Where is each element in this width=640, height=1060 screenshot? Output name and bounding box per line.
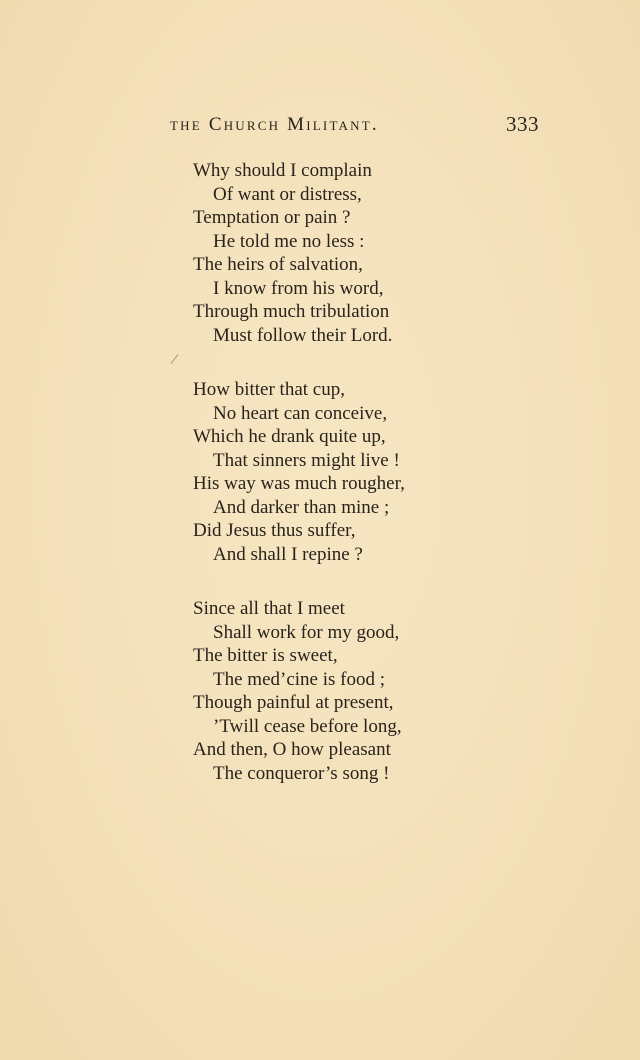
- verse-line: And darker than mine ;: [213, 496, 390, 518]
- verse-line: I know from his word,: [213, 277, 384, 299]
- verse-line: ’Twill cease before long,: [213, 715, 402, 737]
- verse-line: That sinners might live !: [213, 449, 400, 471]
- margin-pencil-mark: [170, 354, 178, 364]
- verse-line: The med’cine is food ;: [213, 668, 386, 690]
- verse-line: He told me no less :: [213, 230, 365, 252]
- verse-line: The heirs of salvation,: [193, 254, 363, 275]
- verse-line: Since all that I meet: [193, 598, 345, 619]
- stanza-3: [193, 597, 493, 785]
- verse-line: Why should I complain: [193, 160, 372, 181]
- verse-line: No heart can conceive,: [213, 402, 388, 424]
- verse-line: And then, O how pleasant: [193, 739, 391, 760]
- running-title: the Church Militant.: [170, 114, 379, 135]
- verse-line: Though painful at present,: [193, 692, 394, 713]
- verse-line: The bitter is sweet,: [193, 645, 338, 666]
- verse-line: And shall I repine ?: [213, 543, 363, 565]
- verse-line: Temptation or pain ?: [193, 207, 351, 228]
- page-number: 333: [506, 112, 539, 136]
- verse-line: How bitter that cup,: [193, 379, 345, 400]
- verse-line: His way was much rougher,: [193, 473, 405, 494]
- verse-line: Did Jesus thus suffer,: [193, 520, 356, 541]
- verse-line: Which he drank quite up,: [193, 426, 386, 447]
- verse-line: Must follow their Lord.: [213, 324, 393, 346]
- verse-line: Through much tribulation: [193, 301, 390, 322]
- verse-line: Shall work for my good,: [213, 621, 400, 643]
- stanza-1: [193, 159, 493, 347]
- stanza-2: [193, 378, 493, 566]
- verse-line: The conqueror’s song !: [213, 762, 390, 784]
- verse-line: Of want or distress,: [213, 183, 362, 205]
